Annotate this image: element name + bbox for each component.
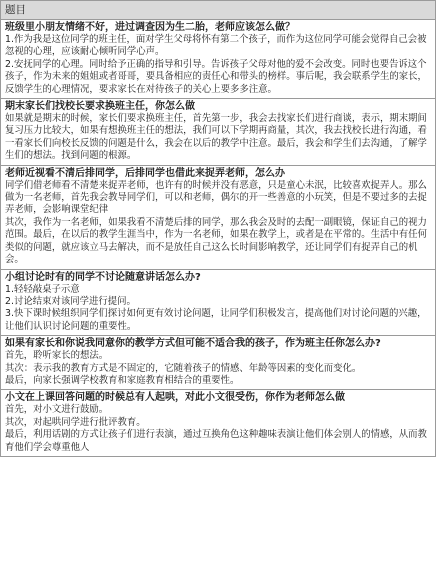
qa-section — [1, 166, 435, 270]
qa-section — [1, 99, 435, 166]
question-text: 班级里小朋友情绪不好，进过调查因为生二胎，老师应该怎么做？ — [5, 22, 295, 33]
question-text: 如果有家长和你说我同意你的教学方式但可能不适合我的孩子，作为班主任你怎么办? — [5, 338, 381, 350]
qa-section — [1, 390, 435, 456]
qa-section — [1, 20, 435, 99]
answer-text: 首先，对小文进行鼓励。 其次，对起哄同学进行批评教育。 最后，利用话剧的方式让孩子们进行表演，通过互换角色这种趣味表演让他们体会别人的情感，从而教育他们学会尊重他人 — [5, 404, 427, 453]
answer-text: 1.作为我是这位同学的班主任，面对学生父母将怀有第二个孩子，而作为这位同学可能会觉得自己会被忽视的心理，应该耐心倾听同学心声。 2.安抚同学的心理。同时给予正确的指导和引导。告诉孩子父母对他的爱不会改变。同时也要告诉这个孩子，作为未来的姐姐或者哥哥，要具备相应的责任心和带头的榜样。事后呢，我会联系学生的家长，反馈学生的心理情况，要求家长在对待孩子的关心上要多多注意。 — [5, 34, 427, 95]
qa-section — [1, 336, 435, 390]
qa-section — [1, 270, 435, 337]
answer-text: 1.轻轻敲桌子示意 2.讨论结束对该同学进行提问。 3.快下课时候组织同学们探讨如何更有效讨论问题，让同学们积极发言，提高他们对讨论问题的兴趣，让他们认识讨论问题的重要性。 — [5, 283, 427, 332]
question-text: 老师近视看不清后排同学，后排同学也借此来捉弄老师，怎么办 — [5, 167, 285, 179]
answer-text: 如果就是期末的时候，家长们要求换班主任，首先第一步，我会去找家长们进行商谈，表示，期末期间复习压力比较大，如果有想换班主任的想法，我们可以下学期再商量，其次，我去找校长进行沟通，看一看家长们向校长反馈的问题是什么，我会在以后的教学中注意。最后，我会和学生们去沟通，了解学生们的想法。找到问题的根源。 — [5, 113, 427, 162]
answer-text: 首先，聆听家长的想法。 其次：表示我的教育方式是不固定的，它随着孩子的情感、年龄等因素的变化而变化。 最后，向家长强调学校教育和家庭教育相结合的重要性。 — [5, 350, 362, 386]
question-text: 小文在上课回答问题的时候总有人起哄，对此小文很受伤，你作为老师怎么做 — [5, 392, 345, 404]
question-text: 小组讨论时有的同学不讨论随意讲话怎么办? — [5, 271, 201, 283]
table-header: 题目 — [1, 1, 435, 20]
answer-text: 同学们借老师看不清楚来捉弄老师，也许有的时候并没有恶意，只是童心未泯，比较喜欢捉弄人。那么做为一名老师，首先我会教导同学们，可以和老师，偶尔的开一些善意的小玩笑，但是不要过多的去捉弄老师，会影响课堂纪律 其次，我作为一名老师，如果我看不清楚后排的同学，那么我会及时的去配一副眼镜，保证自己的视力范围。最后，在以后的教学生涯当中，作为一名老师，如果在教学上，或者是在平常的。生活中有任何类似的问题，就应该立马去解决，而不是放任自己这么长时间影响教学，还让同学们有捉弄自己的机会。 — [5, 179, 427, 266]
question-text: 期末家长们找校长要求换班主任，你怎么做 — [5, 101, 195, 113]
